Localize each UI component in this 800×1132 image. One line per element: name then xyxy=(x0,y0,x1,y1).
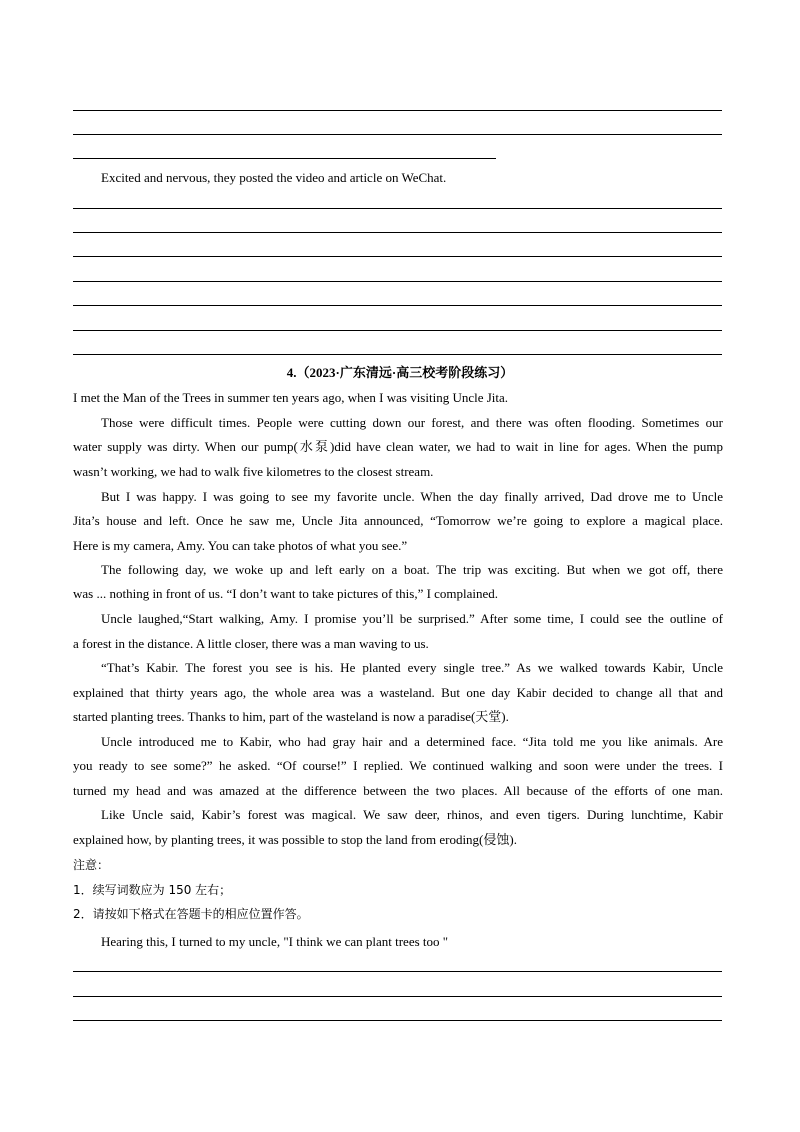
answer-line xyxy=(73,256,722,257)
answer-line xyxy=(73,330,722,331)
passage-line: I met the Man of the Trees in summer ten years ago, when I was visiting Uncle Jita. xyxy=(73,390,509,405)
passage-line: water supply was dirty. When our pump(水泵)did have clean water, we had to wait in line for ages. When the pump xyxy=(73,439,723,454)
passage-line: a forest in the distance. A little closer, there was a man waving to us. xyxy=(73,636,429,651)
answer-line xyxy=(73,110,722,111)
passage-line: turned my head and was amazed at the difference between the two places. All because of the efforts of one man. xyxy=(73,783,723,798)
passage-line: Like Uncle said, Kabir’s forest was magical. We saw deer, rhinos, and even tigers. During lunchtime, Kabir xyxy=(101,807,723,822)
passage-line: “That’s Kabir. The forest you see is his. He planted every single tree.” As we walked towards Kabir, Uncle xyxy=(101,660,723,675)
passage-line: Uncle introduced me to Kabir, who had gray hair and a determined face. “Jita told me you like animals. Are xyxy=(101,734,723,749)
note-item: 2．请按如下格式在答题卡的相应位置作答。 xyxy=(73,907,309,921)
answer-line xyxy=(73,158,496,159)
passage-line: The following day, we woke up and left early on a boat. The trip was exciting. But when we got off, there xyxy=(101,562,723,577)
note-item: 1．续写词数应为 150 左右； xyxy=(73,883,232,897)
answer-line xyxy=(73,354,722,355)
passage-line: Those were difficult times. People were cutting down our forest, and there was often flooding. Sometimes our xyxy=(101,415,723,430)
answer-line xyxy=(73,281,722,282)
answer-line xyxy=(73,1020,722,1021)
answer-line xyxy=(73,996,722,997)
passage-line: Here is my camera, Amy. You can take photos of what you see.” xyxy=(73,538,408,553)
passage-line: But I was happy. I was going to see my favorite uncle. When the day finally arrived, Dad drove me to Uncle xyxy=(101,489,723,504)
continuation-prompt: Hearing this, I turned to my uncle, "I think we can plant trees too " xyxy=(101,934,449,949)
passage-line: explained how, by planting trees, it was possible to stop the land from eroding(侵蚀). xyxy=(73,832,517,847)
notes-title: 注意： xyxy=(73,858,110,872)
question-heading: 4.（2023·广东清远·高三校考阶段练习） xyxy=(286,365,514,380)
passage-line: Jita’s house and left. Once he saw me, Uncle Jita announced, “Tomorrow we’re going to explore a magical place. xyxy=(73,513,723,528)
answer-line xyxy=(73,208,722,209)
passage-line: you ready to see some?” he asked. “Of course!” I replied. We continued walking and soon were under the trees. I xyxy=(73,758,723,773)
answer-line xyxy=(73,305,722,306)
passage-line: started planting trees. Thanks to him, part of the wasteland is now a paradise(天堂). xyxy=(73,709,509,724)
passage-line: explained that thirty years ago, the whole area was a wasteland. But one day Kabir decided to change all that and xyxy=(73,685,723,700)
answer-line xyxy=(73,971,722,972)
passage-line: was ... nothing in front of us. “I don’t want to take pictures of this,” I complained. xyxy=(73,586,499,601)
answer-line xyxy=(73,134,722,135)
passage-line: Uncle laughed,“Start walking, Amy. I promise you’ll be surprised.” After some time, I could see the outline of xyxy=(101,611,723,626)
answer-line xyxy=(73,232,722,233)
passage-line: wasn’t working, we had to walk five kilometres to the closest stream. xyxy=(73,464,434,479)
continuation-prompt: Excited and nervous, they posted the video and article on WeChat. xyxy=(101,170,447,185)
